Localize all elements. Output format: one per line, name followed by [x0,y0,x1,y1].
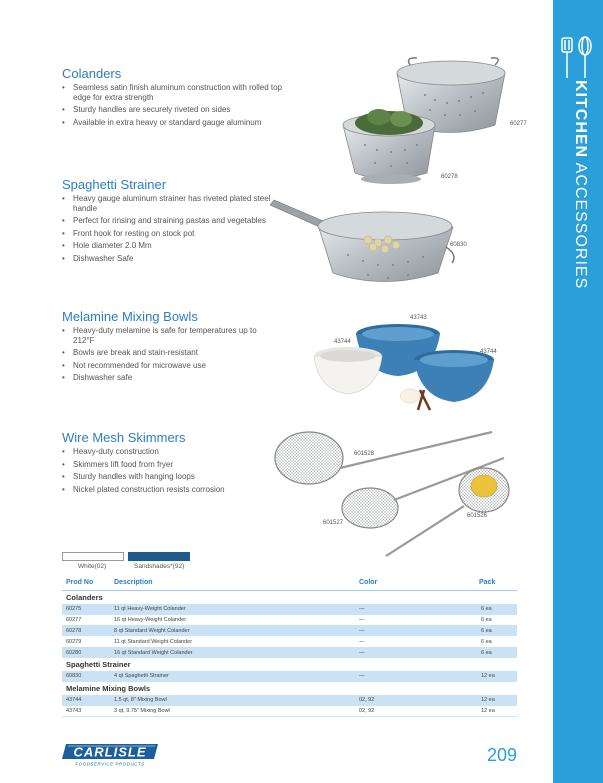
section-title: Wire Mesh Skimmers [62,430,186,445]
cell-pack: 12 ea [475,706,517,717]
group-title: Spaghetti Strainer [62,658,517,671]
cell-description: 11 qt Heavy-Weight Colander [110,604,355,615]
bullet: • Dishwasher Safe [62,254,272,264]
table-row [62,706,517,717]
cell-color: 02, 92 [355,695,475,706]
cell-prod-no: 43743 [62,706,110,717]
section-melamine-bowls [62,309,272,386]
section-title: Colanders [62,66,122,81]
bullet: • Nickel plated construction resists corrosion [62,485,292,495]
cell-prod-no: 60278 [62,626,110,637]
group-row [62,591,517,605]
product-code-label: 601527 [323,520,344,526]
cell-description: 3 qt, 9.75" Mixing Bowl [110,706,355,717]
bullet: • Sturdy handles with hanging loops [62,472,292,482]
swatch-label: Sandshades*(92) [134,563,185,570]
swatch-sandshades [128,552,190,561]
cell-prod-no: 60275 [62,604,110,615]
cell-description: 4 qt Spaghetti Strainer [110,671,355,682]
category-title [571,80,589,289]
cell-description: 1.5 qt, 8" Mixing Bowl [110,695,355,706]
logo-tagline: FOODSERVICE PRODUCTS [75,761,145,767]
bullet: • Hole diameter 2.0 Mm [62,241,272,251]
group-title: Colanders [62,591,517,605]
group-title: Melamine Mixing Bowls [62,682,517,695]
cell-prod-no: 60279 [62,636,110,647]
product-code-label: 60277 [510,121,527,127]
product-code-label: 43744 [480,349,497,355]
header-color: Color [355,577,475,591]
table-row [62,647,517,658]
cell-description: 16 qt Standard Weight Colander [110,647,355,658]
bullet: • Front hook for resting on stock pot [62,229,272,239]
cell-description: 11 qt Standard Weight Colander [110,636,355,647]
cell-color: 02, 92 [355,706,475,717]
cell-pack: 6 ea [475,647,517,658]
bullet: • Perfect for rinsing and straining pastas and vegetables [62,216,272,226]
bullet: • Bowls are break and stain-resistant [62,348,272,358]
spaghetti-strainer-photo [268,195,468,295]
product-code-label: 60278 [441,174,458,180]
product-code-label: 601526 [467,513,488,519]
cell-pack: 6 ea [475,636,517,647]
colanders-photo [335,55,535,190]
cell-color: — [355,615,475,626]
cell-description: 8 qt Standard Weight Colander [110,626,355,637]
table-row [62,615,517,626]
swatch-white [62,552,124,561]
cell-prod-no: 60280 [62,647,110,658]
cell-prod-no: 60277 [62,615,110,626]
cell-pack: 6 ea [475,615,517,626]
bullet: • Available in extra heavy or standard gauge aluminum [62,118,292,128]
cell-color: — [355,626,475,637]
table-row [62,626,517,637]
cell-prod-no: 43744 [62,695,110,706]
table-row [62,671,517,682]
cell-color: — [355,671,475,682]
category-title-rest: ACCESSORIES [572,158,589,290]
table-row [62,695,517,706]
bullet: • Sturdy handles are securely riveted on sides [62,105,292,115]
cell-pack: 6 ea [475,626,517,637]
cell-description: 16 qt Heavy-Weight Colander [110,615,355,626]
group-row [62,682,517,695]
wire-skimmers-photo [274,428,529,560]
cell-pack: 12 ea [475,695,517,706]
section-colanders [62,66,292,130]
category-title-bold: KITCHEN [572,80,589,159]
header-prod-no: Prod No [62,577,110,591]
bullet: • Dishwasher safe [62,373,272,383]
product-code-label: 43744 [334,339,351,345]
header-pack: Pack [475,577,517,591]
bullet: • Skimmers lift food from fryer [62,460,292,470]
cell-color: — [355,604,475,615]
whisk-spatula-icon [559,36,597,80]
cell-color: — [355,647,475,658]
bullet: • Heavy gauge aluminum strainer has riveted plated steel handle [62,194,272,213]
header-description: Description [110,577,355,591]
product-code-label: 43743 [410,315,427,321]
bullet: • Seamless satin finish aluminum construction with rolled top edge for extra strength [62,83,292,102]
cell-pack: 6 ea [475,604,517,615]
group-row [62,658,517,671]
section-title: Spaghetti Strainer [62,177,167,192]
section-spaghetti-strainer [62,177,272,266]
cell-color: — [355,636,475,647]
table-row [62,636,517,647]
table-row [62,604,517,615]
cell-pack: 12 ea [475,671,517,682]
swatch-label: White(02) [78,563,107,570]
bullet: • Heavy-duty melamine is safe for temperatures up to 212°F [62,326,272,345]
cell-prod-no: 60830 [62,671,110,682]
bullet: • Not recommended for microwave use [62,361,272,371]
product-code-label: 60830 [450,242,467,248]
section-wire-skimmers [62,430,292,497]
page-number: 209 [487,745,518,765]
section-title: Melamine Mixing Bowls [62,309,198,324]
carlisle-logo [62,742,160,768]
bullet: • Heavy-duty construction [62,447,292,457]
product-code-label: 601528 [354,451,375,457]
category-sidebar [553,0,603,783]
logo-brand-name: CARLISLE [73,744,147,760]
mixing-bowls-photo [310,318,500,413]
product-table [62,577,517,717]
table-header-row [62,577,517,591]
